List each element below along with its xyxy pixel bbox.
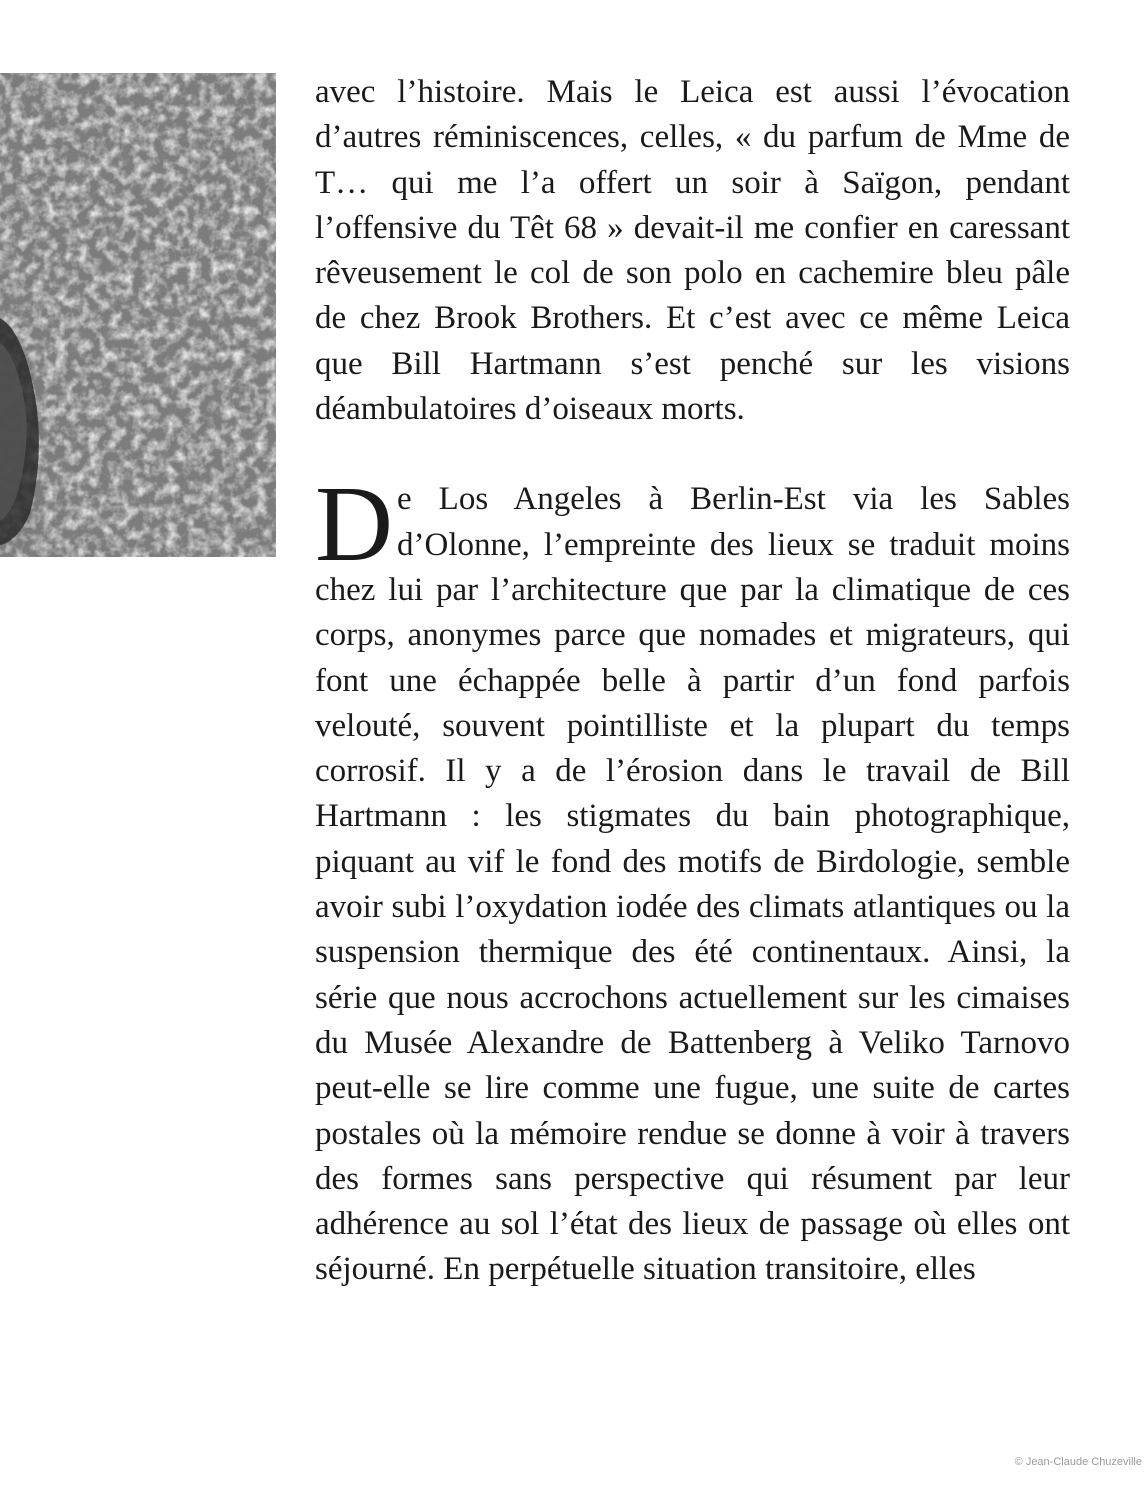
paragraph-1: avec l’histoire. Mais le Leica est aussi l’évocation d’autres réminiscences, celles, « du parfum de Mme de T… qui me l’a offert un soir à Saïgon, pendant l’offensive du Têt 68 » devait-il me confier en caressant rêveusement le col de son polo en cachemire bleu pâle de chez Brook Brothers. Et c’est avec ce même Leica que Bill Hartmann s’est penché sur les visions déambulatoires d’oiseaux morts. [315, 74, 1070, 428]
paragraph-2-text: e Los Angeles à Berlin-Est via les Sables d’Olonne, l’empreinte des lieux se traduit moins chez lui par l’architecture que par la climatique de ces corps, anonymes parce que nomades et migrateurs, qui font une échappée belle à partir d’un fond parfois velouté, souvent pointilliste et la plupart du temps corrosif. Il y a de l’érosion dans le travail de Bill Hartmann : les stigmates du bain photographique, piquant au vif le fond des motifs de Birdologie, semble avoir subi l’oxydation iodée des climats atlantiques ou la suspension thermique des été continentaux. Ainsi, la série que nous accrochons actuellement sur les cimaises du Musée Alexandre de Battenberg à Veliko Tarnovo peut-elle se lire comme une fugue, une suite de cartes postales où la mémoire rendue se donne à voir à travers des formes sans perspective qui résument par leur adhérence au sol l’état des lieux de passage où elles ont séjourné. En perpétuelle situation transitoire, elles [315, 481, 1070, 1288]
article-text [315, 70, 1070, 1293]
drop-cap: D [315, 465, 393, 585]
photo-credit: © Jean-Claude Chuzeville [1014, 1456, 1142, 1468]
bird-photograph [0, 73, 276, 557]
paragraph-2 [315, 465, 1070, 1292]
photo-texture [0, 73, 276, 557]
